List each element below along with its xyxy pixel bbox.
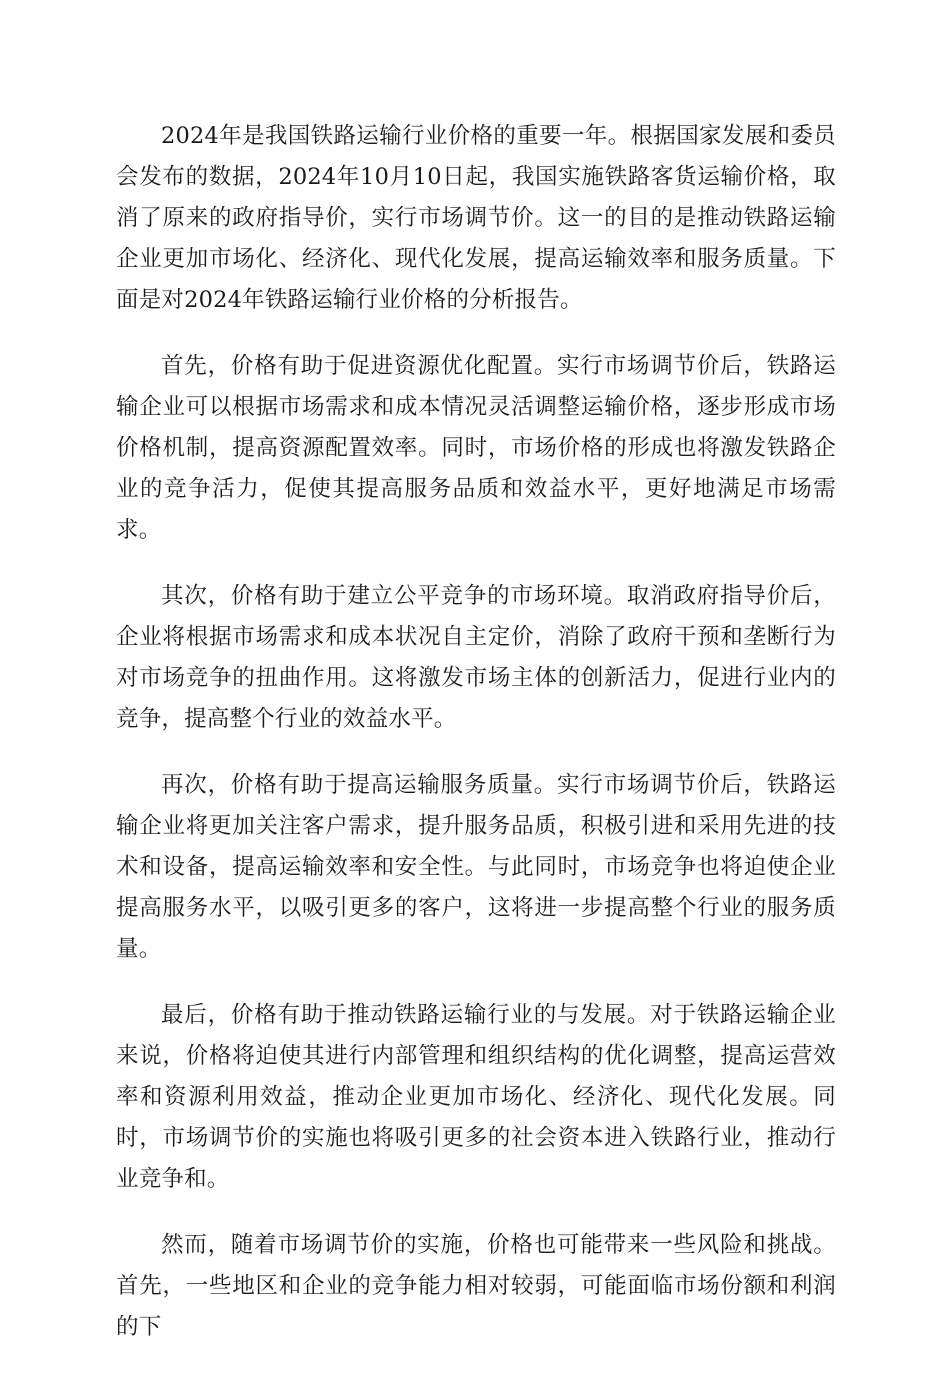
paragraph-risks: 然而，随着市场调节价的实施，价格也可能带来一些风险和挑战。首先，一些地区和企业的竞争能力相对较弱，可能面临市场份额和利润的下 xyxy=(116,1232,836,1340)
paragraph-third-point: 再次，价格有助于提高运输服务质量。实行市场调节价后，铁路运输企业将更加关注客户需求，提升服务品质，积极引进和采用先进的技术和设备，提高运输效率和安全性。与此同时，市场竞争也将迫使企业提高服务水平，以吸引更多的客户，这将进一步提高整个行业的服务质量。 xyxy=(116,772,836,962)
document-body xyxy=(116,116,836,1373)
paragraph-first-point: 首先，价格有助于促进资源优化配置。实行市场调节价后，铁路运输企业可以根据市场需求和成本情况灵活调整运输价格，逐步形成市场价格机制，提高资源配置效率。同时，市场价格的形成也将激发铁路企业的竞争活力，促使其提高服务品质和效益水平，更好地满足市场需求。 xyxy=(116,353,836,543)
paragraph-final-point: 最后，价格有助于推动铁路运输行业的与发展。对于铁路运输企业来说，价格将迫使其进行内部管理和组织结构的优化调整，提高运营效率和资源利用效益，推动企业更加市场化、经济化、现代化发展。同时，市场调节价的实施也将吸引更多的社会资本进入铁路行业，推动行业竞争和。 xyxy=(116,1002,836,1192)
paragraph-second-point: 其次，价格有助于建立公平竞争的市场环境。取消政府指导价后，企业将根据市场需求和成本状况自主定价，消除了政府干预和垄断行为对市场竞争的扭曲作用。这将激发市场主体的创新活力，促进行业内的竞争，提高整个行业的效益水平。 xyxy=(116,583,836,732)
paragraph-intro: 2024年是我国铁路运输行业价格的重要一年。根据国家发展和委员会发布的数据，2024年10月10日起，我国实施铁路客货运输价格，取消了原来的政府指导价，实行市场调节价。这一的目的是推动铁路运输企业更加市场化、经济化、现代化发展，提高运输效率和服务质量。下面是对2024年铁路运输行业价格的分析报告。 xyxy=(116,123,836,313)
